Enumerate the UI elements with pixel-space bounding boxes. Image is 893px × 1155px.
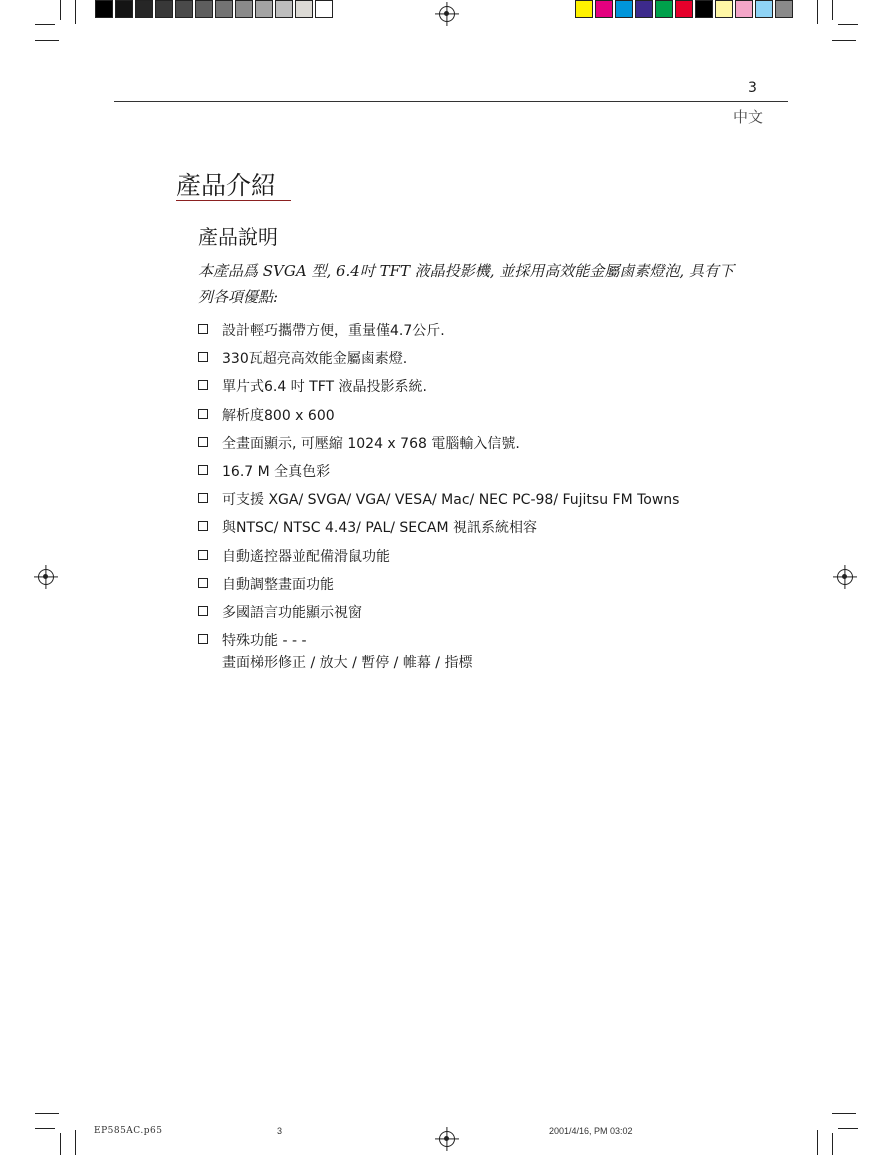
feature-text: 可支援 XGA/ SVGA/ VGA/ VESA/ Mac/ NEC PC-98/ Fujitsu FM Towns [222,492,680,509]
list-item [198,344,758,372]
feature-text: 設計輕巧攜帶方便，重量僅4.7公斤. [222,323,445,340]
list-item [198,570,758,598]
footer-timestamp: 2001/4/16, PM 03:02 [549,1126,633,1136]
checkbox-icon [198,409,208,419]
color-swatch [715,0,733,18]
crop-mark [832,40,856,41]
checkbox-icon [198,465,208,475]
checkbox-icon [198,380,208,390]
crop-mark [75,1130,76,1155]
color-swatch [295,0,313,18]
list-item [198,626,758,654]
feature-text: 自動遙控器並配備滑鼠功能 [222,548,390,565]
color-calibration-bar [575,0,795,20]
feature-text: 全畫面顯示, 可壓縮 1024 x 768 電腦輸入信號. [222,435,520,452]
header-divider [114,101,788,102]
checkbox-icon [198,578,208,588]
color-swatch [735,0,753,18]
color-swatch [775,0,793,18]
color-swatch [155,0,173,18]
feature-text: 自動調整畫面功能 [222,576,334,593]
crop-mark [60,0,61,20]
feature-list [198,316,758,654]
color-swatch [575,0,593,18]
color-swatch [215,0,233,18]
color-swatch [255,0,273,18]
color-swatch [315,0,333,18]
list-item [198,485,758,513]
feature-text: 330瓦超亮高效能金屬鹵素燈. [222,351,408,368]
list-item [198,598,758,626]
feature-text: 單片式6.4 吋 TFT 液晶投影系統. [222,379,427,396]
crop-mark [35,1113,59,1114]
section-title-underline [176,200,291,201]
footer-page-number: 3 [277,1126,283,1136]
color-swatch [595,0,613,18]
crop-mark [838,1128,858,1129]
page-number: 3 [748,80,757,96]
gray-calibration-bar [95,0,335,20]
checkbox-icon [198,493,208,503]
color-swatch [175,0,193,18]
list-item [198,372,758,400]
color-swatch [675,0,693,18]
color-swatch [755,0,773,18]
subsection-title: 產品說明 [198,225,278,249]
crop-mark [838,24,858,25]
intro-paragraph: 本產品爲 SVGA 型, 6.4吋 TFT 液晶投影機, 並採用高效能金屬鹵素燈泡, 具有下列各項優點: [198,262,734,306]
registration-mark-icon [837,569,853,585]
footer-file-name: EP585AC.p65 [94,1126,163,1136]
color-swatch [275,0,293,18]
list-item [198,429,758,457]
list-item [198,513,758,541]
crop-mark [832,1133,833,1155]
feature-continuation: 畫面梯形修正 / 放大 / 暫停 / 帷幕 / 指標 [222,655,473,671]
checkbox-icon [198,606,208,616]
checkbox-icon [198,437,208,447]
color-swatch [195,0,213,18]
feature-text: 16.7 M 全真色彩 [222,464,331,481]
list-item [198,401,758,429]
feature-text: 特殊功能 - - - [222,633,307,650]
checkbox-icon [198,324,208,334]
crop-mark [832,0,833,20]
checkbox-icon [198,550,208,560]
crop-mark [817,1130,818,1155]
feature-text: 與NTSC/ NTSC 4.43/ PAL/ SECAM 視訊系統相容 [222,520,538,537]
crop-mark [35,24,55,25]
crop-mark [832,1113,856,1114]
color-swatch [655,0,673,18]
color-swatch [115,0,133,18]
section-title: 產品介紹 [176,171,277,200]
language-label: 中文 [733,108,764,126]
checkbox-icon [198,352,208,362]
color-swatch [95,0,113,18]
list-item [198,542,758,570]
checkbox-icon [198,521,208,531]
feature-text: 多國語言功能顯示視窗 [222,604,362,621]
feature-text: 解析度800 x 600 [222,407,335,424]
color-swatch [695,0,713,18]
registration-mark-icon [439,6,455,22]
crop-mark [35,40,59,41]
list-item [198,316,758,344]
registration-mark-icon [439,1131,455,1147]
list-item [198,457,758,485]
registration-mark-icon [38,569,54,585]
checkbox-icon [198,634,208,644]
crop-mark [817,0,818,24]
crop-mark [75,0,76,24]
color-swatch [135,0,153,18]
crop-mark [60,1133,61,1155]
color-swatch [615,0,633,18]
color-swatch [635,0,653,18]
crop-mark [35,1128,55,1129]
color-swatch [235,0,253,18]
